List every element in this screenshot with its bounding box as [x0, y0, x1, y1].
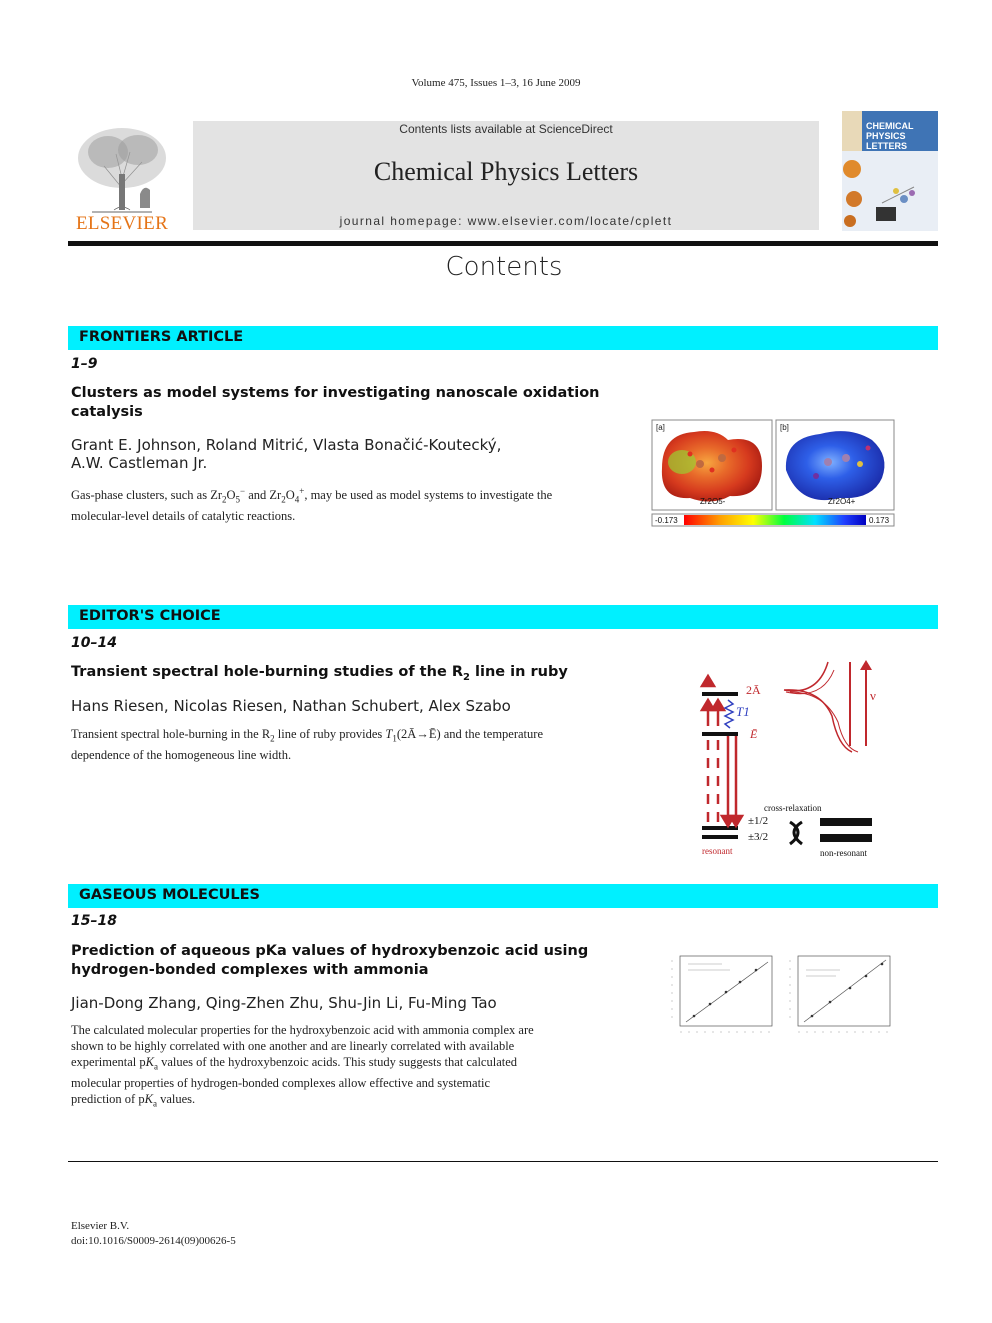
cover-artwork: [842, 151, 938, 231]
sciencedirect-line: Contents lists available at ScienceDirect: [399, 122, 613, 136]
section-heading-gaseous-molecules: GASEOUS MOLECULES: [68, 884, 938, 908]
doi-link[interactable]: doi:10.1016/S0009-2614(09)00626-5: [71, 1235, 236, 1247]
cover-title: CHEMICAL PHYSICS LETTERS: [866, 121, 914, 151]
article-authors: Grant E. Johnson, Roland Mitrić, Vlasta Bonačić-Koutecký, A.W. Castleman Jr.: [71, 436, 502, 472]
article-pages: 1–9: [71, 356, 98, 372]
article-pages: 10–14: [71, 635, 117, 651]
article-abstract: The calculated molecular properties for the hydroxybenzoic acid with ammonia complex are shown to be highly correlated with one another and are linearly correlated with available experimental $pK_a$ values of the hydroxybenzoic acids. This study suggests that calculated molecular properties of hydrogen-bonded complexes allow effective and systematic prediction of $pK_a$ values.: [71, 1023, 534, 1108]
figure-correlation-plots: [660, 950, 896, 1042]
figure-electrostatic-potential: [650, 418, 896, 530]
cross-relaxation-label: cross-relaxation: [764, 803, 822, 813]
article-authors: Jian-Dong Zhang, Qing-Zhen Zhu, Shu-Jin Li, Fu-Ming Tao: [71, 994, 497, 1012]
article-abstract: Transient spectral hole-burning in the $R_2$ line of ruby provides $T_1(2Ā\to Ē)$ and the temperature dependence of the homogeneous line width.: [71, 727, 543, 762]
spin-three-half-label: ±3/2: [748, 831, 769, 843]
page-footer: [71, 1219, 236, 1249]
figure-energy-level-diagram: [698, 656, 886, 862]
level-e-label: Ē: [750, 727, 758, 741]
panel-b-label: [b]: [780, 423, 789, 432]
resonant-label: resonant: [702, 846, 733, 856]
journal-header-box: [193, 121, 819, 230]
spin-half-label: ±1/2: [748, 815, 769, 827]
non-resonant-label: non-resonant: [820, 848, 867, 858]
article-abstract: Gas-phase clusters, such as $Zr_2O_5^-$ and $Zr_2O_4^+$, may be used as model systems to investigate the molecular-level details of catalytic reactions.: [71, 486, 553, 523]
journal-cover-image: [842, 111, 938, 231]
page-title: Contents: [445, 252, 563, 282]
article-title[interactable]: Transient spectral hole-burning studies of the $R_2$ line in ruby: [71, 664, 568, 683]
journal-title: Chemical Physics Letters: [373, 157, 639, 186]
level-2a-label: 2Ā: [746, 683, 761, 697]
article-pages: 15–18: [71, 913, 117, 929]
section-heading-editors-choice: EDITOR'S CHOICE: [68, 605, 938, 629]
header-rule: [68, 241, 938, 246]
volume-line: Volume 475, Issues 1–3, 16 June 2009: [411, 77, 581, 89]
panel-b-caption: Zr2O4+: [828, 497, 856, 506]
scale-max-label: 0.173: [869, 516, 890, 525]
article-title[interactable]: Prediction of aqueous pKa values of hydroxybenzoic acid using hydrogen-bonded complexes with ammonia: [71, 943, 589, 978]
article-authors: Hans Riesen, Nicolas Riesen, Nathan Schubert, Alex Szabo: [71, 697, 511, 715]
section-heading-frontiers: FRONTIERS ARTICLE: [68, 326, 938, 350]
footer-rule: [68, 1161, 938, 1162]
panel-a-caption: Zr2O5-: [700, 497, 726, 506]
journal-homepage-link[interactable]: journal homepage: www.elsevier.com/locate/cplett: [339, 214, 673, 228]
elsevier-wordmark: ELSEVIER: [75, 213, 169, 234]
article-title[interactable]: Clusters as model systems for investigating nanoscale oxidation catalysis: [71, 385, 600, 420]
nu-label: ν: [870, 688, 876, 703]
panel-a-label: [a]: [656, 423, 665, 432]
level-t1-label: T1: [736, 704, 750, 719]
publisher-name: Elsevier B.V.: [71, 1220, 130, 1232]
scale-min-label: -0.173: [655, 516, 678, 525]
